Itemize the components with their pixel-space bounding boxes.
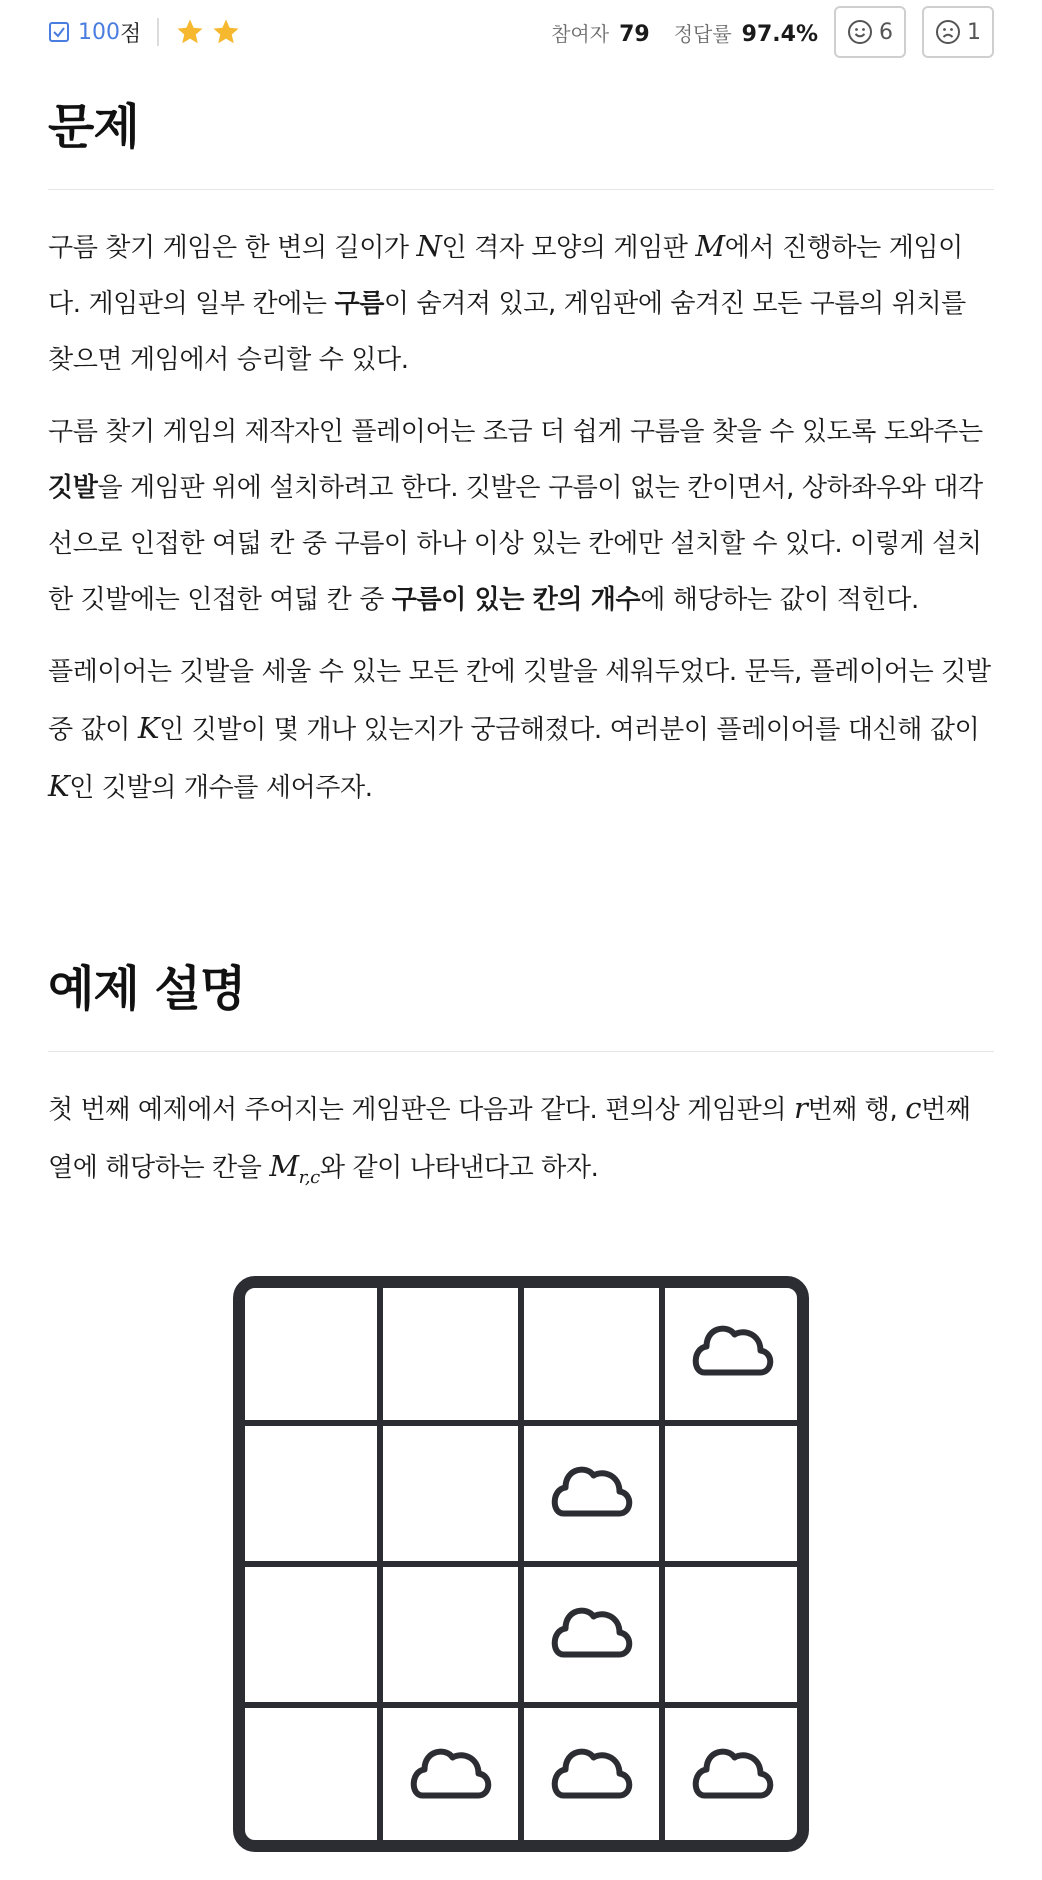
problem-paragraph-1 [48, 218, 994, 388]
problem-stats-bar [48, 0, 994, 64]
difficulty-stars [175, 17, 241, 47]
bold-cloud: 구름 [334, 289, 384, 319]
dislike-button[interactable] [922, 6, 994, 58]
example-section [48, 950, 994, 1206]
text: 플레이어는 깃발을 세울 수 있는 모든 칸에 깃발을 세워두었다. 문득, 플레이어는 깃발 중 값이 [48, 657, 991, 745]
score-value: 100 [78, 19, 120, 45]
score [48, 17, 141, 48]
text: 번째 행, [807, 1095, 906, 1125]
star-icon [175, 17, 205, 47]
problem-heading: 문제 [48, 99, 139, 155]
accuracy-stat [674, 18, 818, 47]
score-unit: 점 [120, 21, 142, 47]
board-cell [380, 1705, 521, 1846]
board-cell [239, 1282, 380, 1423]
math-m: M [269, 1149, 299, 1183]
text: 을 게임판 위에 설치하려고 한다. 깃발은 구름이 없는 칸이면서, 상하좌우와 대각선으로 인접한 여덟 칸 중 구름이 하나 이상 있는 칸에만 설치할 수 있다. 이렇게 설치한 깃발에는 인접한 여덟 칸 중 [48, 473, 983, 615]
example-paragraph-1 [48, 1080, 994, 1206]
text: 에 해당하는 값이 적힌다. [640, 585, 919, 615]
dislike-count: 1 [967, 19, 981, 45]
participants-label: 참여자 [551, 21, 610, 46]
math-m-rc [269, 1149, 320, 1188]
board-cell [662, 1705, 803, 1846]
board-cell [380, 1564, 521, 1705]
board-cell [521, 1423, 662, 1564]
board-figure [0, 1272, 1042, 1856]
accuracy-value: 97.4% [741, 21, 818, 47]
board-cell [239, 1564, 380, 1705]
board-cell [239, 1705, 380, 1846]
bold-flag: 깃발 [48, 473, 98, 503]
like-button[interactable] [834, 6, 906, 58]
math-subscript: r,c [298, 1166, 320, 1188]
problem-paragraph-2 [48, 404, 994, 628]
board-cell [521, 1705, 662, 1846]
bold-cloud-count: 구름이 있는 칸의 개수 [391, 585, 641, 615]
text: 첫 번째 예제에서 주어지는 게임판은 다음과 같다. 편의상 게임판의 [48, 1095, 794, 1125]
participants-value: 79 [619, 21, 650, 47]
board-cell [662, 1564, 803, 1705]
text: 이 숨겨져 있고, 게임판에 숨겨진 모든 구름의 위치를 찾으면 게임에서 승리할 수 있다. [48, 289, 966, 375]
frown-face-icon [935, 19, 961, 45]
checkbox-icon [48, 21, 70, 43]
text: 인 깃발의 개수를 세어주자. [69, 773, 373, 803]
participants-stat [551, 18, 650, 47]
text: 구름 찾기 게임은 한 변의 길이가 [48, 233, 417, 263]
problem-paragraph-3 [48, 644, 994, 816]
text: 번째 열에 해당하는 칸을 [48, 1095, 971, 1183]
game-board [229, 1272, 813, 1856]
board-cell [521, 1282, 662, 1423]
like-count: 6 [879, 19, 893, 45]
accuracy-label: 정답률 [673, 21, 732, 46]
board-cell [521, 1564, 662, 1705]
math-r: r [793, 1091, 808, 1125]
smile-face-icon [847, 19, 873, 45]
text: 에서 진행하는 게임이다. 게임판의 일부 칸에는 [48, 233, 963, 319]
text: 구름 찾기 게임의 제작자인 플레이어는 조금 더 쉽게 구름을 찾을 수 있도록 도와주는 [48, 417, 983, 447]
section-divider [48, 189, 994, 190]
board-cell [239, 1423, 380, 1564]
math-k: K [48, 769, 70, 803]
math-k: K [137, 711, 160, 745]
problem-section [48, 88, 994, 816]
board-cell [662, 1423, 803, 1564]
math-m: M [695, 229, 725, 263]
example-heading: 예제 설명 [48, 961, 246, 1017]
math-c: c [905, 1091, 922, 1125]
example-body [48, 1080, 994, 1206]
section-divider [48, 1051, 994, 1052]
text: 인 격자 모양의 게임판 [441, 233, 696, 263]
problem-body [48, 218, 994, 816]
board-cell [662, 1282, 803, 1423]
board-cell [380, 1282, 521, 1423]
board-cell [380, 1423, 521, 1564]
divider [157, 18, 159, 46]
text: 인 깃발이 몇 개나 있는지가 궁금해졌다. 여러분이 플레이어를 대신해 값이 [159, 715, 980, 745]
text: 와 같이 나타낸다고 하자. [319, 1153, 599, 1183]
star-icon [211, 17, 241, 47]
math-n: N [416, 229, 442, 263]
